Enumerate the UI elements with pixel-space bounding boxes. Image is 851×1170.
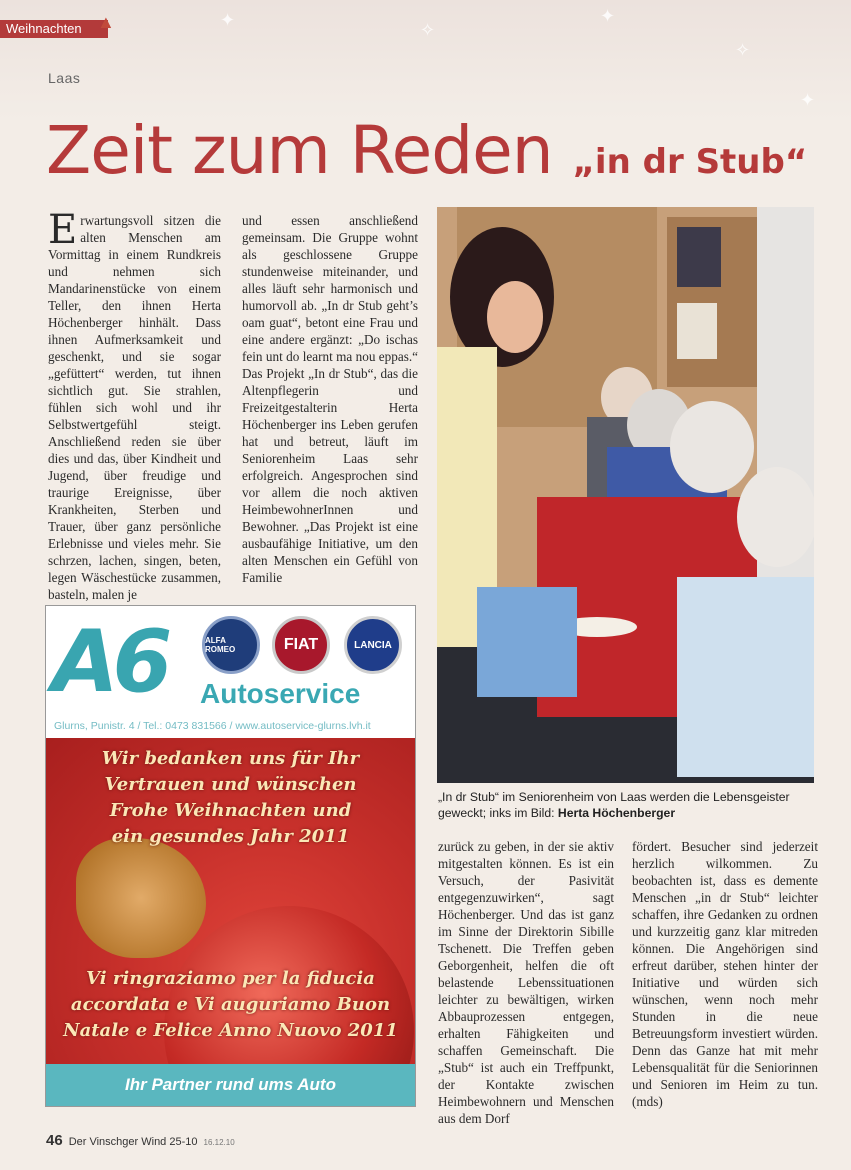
ad-slogan: Ihr Partner rund ums Auto [46,1064,415,1106]
greeting-de-4: ein gesundes Jahr 2011 [111,826,350,847]
a6-logo: A6 [52,612,167,712]
article-text-1: rwartungsvoll sitzen die alten Menschen am Vormittag in einem Rundkreis und nehmen sich Mandarinenstücke von einem Teller, den ihnen Herta Höchenberger hinhält. Dass ihnen Aufmerksamkeit und geschenkt, und sie sogar „gefüttert“ werden, tut ihnen sichtlich gut. Sie strahlen, fühlen sich wohl und ihr Selbstwertgefühl steigt. Anschließend reden sie über dies und das, über Kindheit und Jugend, über freudige und traurige Ereignisse, über Krankheiten, Sterben und Trauer, über ganz persönliche Erlebnisse und vieles mehr. Sie schrzen, lachen, singen, beten, legen Wäschestücke zusammen, basteln, malen je [48,213,221,602]
lancia-logo [344,616,402,674]
article-column-2: und essen anschließend gemeinsam. Die Gruppe wohnt als geschlossene Gruppe stundenweise miteinander, und alles läuft sehr harmonisch und humorvoll ab. „In dr Stub geht’s oam guat“, betont eine Frau und eine andere ergänzt: „Do ischas fein unt do learnt ma nou eppas.“ Das Projekt „In dr Stub“, das die Altenpflegerin und Freizeitgestalterin Herta Höchenberger ins Leben gerufen hat und betreut, läuft im Seniorenheim Laas sehr erfolgreich. Angesprochen sind vor allem die noch aktiven HeimbewohnerInnen und Bewohner. „Das Projekt ist eine ausbaufähige Initiative, um den alten Menschen ein Gefühl von Familie [242,213,418,585]
drop-cap: E [48,207,78,253]
issue-date: 16.12.10 [203,1138,235,1147]
article-column-3: zurück zu geben, in der sie aktiv mitgestalten können. Es ist ein Versuch, der Pasivität entgegenzuwirken“, sagt Höchenberger. Und das ist ganz im Sinne der Direktorin Sibille Tschenett. Die Treffen geben Geborgenheit, helfen die oft belastende Lebenssituationen leichter zu bewältigen, wirken Abbauprozessen entgegen, erhalten Fähigkeiten und schaffen Gemeinschaft. Die „Stub“ ist auch ein Treffpunkt, der Kontakte zwischen Heimbewohnern und Menschen aus dem Dorf [438,839,614,1126]
ad-title: Autoservice [200,678,361,709]
publication-name: Der Vinschger Wind 25-10 [68,1136,198,1148]
christmas-tree-icon: ▲ [97,12,115,32]
ad-greeting-panel [46,738,415,1064]
locality-label: Laas [48,70,81,86]
star-icon: ✦ [220,10,236,30]
greeting-it-2: accordata e Vi auguriamo Buon [70,994,391,1015]
lancia-label: LANCIA [354,639,392,651]
greeting-de-1: Wir bedanken uns für Ihr [101,748,360,769]
ad-address: Glurns, Punistr. 4 / Tel.: 0473 831566 / www.autoservice-glurns.lvh.it [54,720,371,732]
article-column-4: fördert. Besucher sind jederzeit herzlich wilkommen. Zu beobachten ist, dass es demente Menschen „in dr Stub“ leichter schaffen, ihre Gedanken zu ordnen und kurzzeitig ganz klar mitreden können. Die Angehörigen sind erfreut darüber, stehen hinter der Initiative und würden sich wünschen, wenn noch mehr Stunden in die neue Betreuungsform investiert würden. Denn das Ganze hat mit mehr Lebensqualität für die Seniorinnen und Senioren im Heim zu tun. (mds) [632,839,818,1109]
headline-main: Zeit zum Reden [46,112,553,189]
star-icon: ✧ [420,20,436,40]
caption-text: „In dr Stub“ im Seniorenheim von Laas werden die Lebensgeister geweckt; inks im Bild: [438,790,790,820]
alfa-romeo-logo [202,616,260,674]
greeting-it-3: Natale e Felice Anno Nuovo 2011 [63,1020,398,1041]
star-icon: ✦ [800,90,816,110]
greeting-de-3: Frohe Weihnachten und [109,800,352,821]
headline-sub: „in dr Stub“ [572,142,808,182]
caption-name: Herta Höchenberger [557,806,676,820]
article-photo [437,207,814,783]
fiat-label: FIAT [283,636,319,653]
page-title [46,112,836,189]
star-icon: ✦ [600,6,616,26]
ad-header [46,606,415,734]
fiat-logo [272,616,330,674]
page-footer [46,1132,235,1149]
snowflake-header-background [0,0,851,120]
gold-ribbon-bow [76,838,206,958]
section-tag: Weihnachten [0,20,108,38]
star-icon: ✧ [735,40,751,60]
page-number: 46 [46,1132,63,1149]
greeting-it-1: Vi ringraziamo per la fiducia [86,968,375,989]
photo-caption [438,789,818,821]
advertisement[interactable] [45,605,416,1107]
greeting-de-2: Vertrauen und wünschen [104,774,357,795]
alfa-romeo-label: ALFA ROMEO [205,636,236,654]
photo-illustration [437,207,814,783]
article-column-1 [48,207,221,603]
